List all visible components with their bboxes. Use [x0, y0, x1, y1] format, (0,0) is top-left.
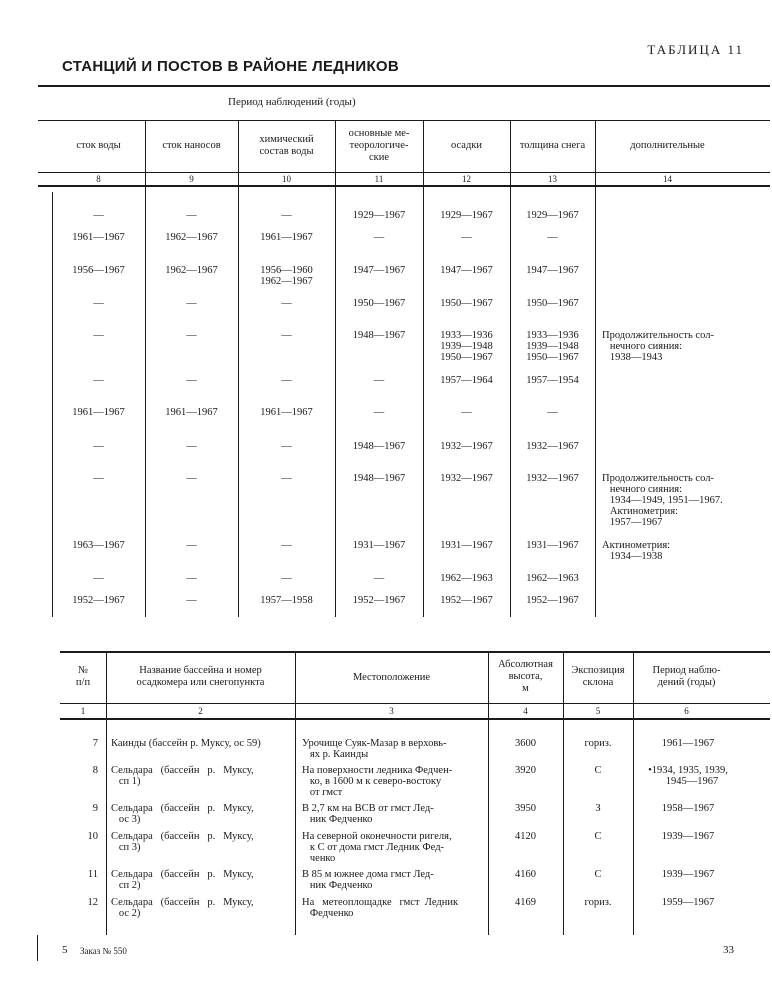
table2-name: Сельдара (бассейн р. Муксу, ос 2) [111, 897, 254, 919]
table2-location: В 2,7 км на ВСВ от гмст Лед- ник Федченко [302, 803, 434, 825]
table1-cell: — [281, 330, 292, 341]
table2-header-2: Название бассейна и номер осадкомера или снегопункта [136, 665, 265, 688]
table2-altitude: 3950 [515, 803, 536, 814]
table1-cell: 1961—1967 [260, 232, 313, 243]
table1-cell: 1962—1967 [165, 232, 218, 243]
page-title: СТАНЦИЙ И ПОСТОВ В РАЙОНЕ ЛЕДНИКОВ [62, 58, 399, 75]
table2-altitude: 3600 [515, 738, 536, 749]
table2-location: Урочище Суяк-Мазар в верховь- ях р. Каинды [302, 738, 447, 760]
table2-period: 1959—1967 [661, 897, 715, 908]
table2-number: 9 [92, 803, 98, 814]
table1-cell: — [373, 375, 385, 386]
table1-number-rule [38, 185, 770, 187]
table1-colnum-12: 12 [462, 174, 471, 184]
table2-header-5: Экспозиция склона [571, 665, 625, 688]
table1-cell: 1950—1967 [352, 298, 406, 309]
table1-cell: — [281, 573, 292, 584]
table1-cell: 1947—1967 [526, 265, 579, 276]
table1-cell: 1947—1967 [352, 265, 406, 276]
table1-colnum-10: 10 [282, 174, 291, 184]
table1-cell: 1952—1967 [352, 595, 406, 606]
table1-header-9: сток наносов [162, 140, 221, 151]
table1-cell: — [281, 210, 292, 221]
table2-exposure: С [594, 765, 602, 776]
table1-cell: — [461, 407, 472, 418]
table2-number: 8 [92, 765, 98, 776]
table1-note: Продолжительность сол- нечного сияния: 1934—1949, 1951—1967. Актинометрия: 1957—1967 [602, 473, 723, 528]
table1-cell: — [547, 407, 558, 418]
table2-header-6: Период наблю- дений (годы) [652, 665, 721, 688]
table1-cell: — [281, 473, 292, 484]
table1-cell: — [547, 232, 558, 243]
table1-cell: 1957—1958 [260, 595, 313, 606]
table1-cell: 1963—1967 [72, 540, 125, 551]
table1-top-rule [38, 120, 770, 121]
table1-colnum-9: 9 [189, 174, 194, 184]
table2-period: 1958—1967 [661, 803, 715, 814]
table2-exposure: гориз. [584, 738, 612, 749]
table2-number-rule [60, 718, 770, 720]
table1-cell: 1961—1967 [165, 407, 218, 418]
table2-exposure: гориз. [584, 897, 612, 908]
table2-exposure: З [595, 803, 601, 814]
page-number: 33 [723, 944, 734, 956]
table1-cell: 1931—1967 [440, 540, 493, 551]
table2-colnum-1: 1 [80, 706, 86, 716]
table2-column-divider [295, 651, 296, 935]
table1-cell: — [461, 232, 472, 243]
table1-cell: 1952—1967 [526, 595, 579, 606]
table2-period: 1939—1967 [661, 831, 715, 842]
table2-exposure: С [594, 869, 602, 880]
table2-name: Каинды (бассейн р. Муксу, ос 59) [111, 738, 261, 749]
table1-cell: — [281, 441, 292, 452]
table2-column-divider [563, 651, 564, 935]
table1-cell: — [186, 473, 197, 484]
table1-cell: 1962—1963 [440, 573, 493, 584]
margin-mark [37, 935, 38, 961]
table1-header-rule [38, 172, 770, 173]
table1-cell: 1932—1967 [440, 441, 493, 452]
table2-location: На метеоплощадке гмст Ледник Федченко [302, 897, 459, 919]
table2-header-4: Абсолютная высота, м [498, 658, 553, 694]
table1-cell: 1929—1967 [526, 210, 579, 221]
table1-cell: 1962—1963 [526, 573, 579, 584]
table1-cell: 1948—1967 [352, 330, 406, 341]
table1-cell: 1952—1967 [440, 595, 493, 606]
table1-cell: — [93, 375, 104, 386]
table1-cell: 1931—1967 [352, 540, 406, 551]
table1-left-divider [52, 192, 53, 617]
footer-order: Заказ № 550 [80, 946, 127, 956]
table1-cell: 1948—1967 [352, 473, 406, 484]
table1-colnum-13: 13 [548, 174, 557, 184]
table1-cell: — [93, 330, 104, 341]
table1-cell: 1948—1967 [352, 441, 406, 452]
table2-colnum-5: 5 [595, 706, 601, 716]
table2-number: 11 [87, 869, 98, 880]
table1-cell: — [186, 540, 197, 551]
table-label: ТАБЛИЦА 11 [647, 42, 744, 57]
table1-cell: 1929—1967 [352, 210, 406, 221]
table2-header-3: Местоположение [352, 671, 431, 683]
table2-column-divider [106, 651, 107, 935]
table2-exposure: С [594, 831, 602, 842]
table2-location: На северной оконечности ригеля, к С от дома гмст Ледник Фед- ченко [302, 831, 452, 864]
table1-cell: — [93, 573, 104, 584]
table1-cell: 1933—1936 1939—1948 1950—1967 [440, 330, 493, 363]
table1-header-12: осадки [450, 140, 483, 151]
table1-header-13: толщина снега [519, 140, 586, 151]
table1-cell: — [93, 441, 104, 452]
table1-cell: — [373, 573, 385, 584]
table2-header-1: № п/п [75, 665, 91, 688]
table1-cell: — [281, 375, 292, 386]
table1-cell: 1961—1967 [260, 407, 313, 418]
table1-cell: — [186, 298, 197, 309]
table2-name: Сельдара (бассейн р. Муксу, ос 3) [111, 803, 254, 825]
table1-cell: — [93, 298, 104, 309]
table2-colnum-3: 3 [389, 706, 394, 716]
table2-altitude: 4120 [515, 831, 536, 842]
table2-name: Сельдара (бассейн р. Муксу, сп 2) [111, 869, 254, 891]
table1-cell: — [373, 407, 385, 418]
table1-cell: 1961—1967 [72, 232, 125, 243]
table1-header-10: химический состав воды [259, 134, 314, 157]
title-rule [38, 85, 770, 87]
table1-cell: 1947—1967 [440, 265, 493, 276]
table1-colnum-11: 11 [374, 174, 384, 184]
table1-cell: — [93, 210, 104, 221]
table2-column-divider [633, 651, 634, 935]
table2-colnum-2: 2 [198, 706, 203, 716]
table2-period: 1961—1967 [661, 738, 715, 749]
table2-altitude: 4160 [515, 869, 536, 880]
table1-cell: — [186, 595, 197, 606]
table1-cell: 1933—1936 1939—1948 1950—1967 [526, 330, 579, 363]
table1-cell: 1956—1960 1962—1967 [260, 265, 313, 287]
table2-location: В 85 м южнее дома гмст Лед- ник Федченко [302, 869, 434, 891]
table1-cell: — [93, 473, 104, 484]
table1-cell: 1956—1967 [72, 265, 125, 276]
table1-cell: 1950—1967 [440, 298, 493, 309]
table1-column-divider [595, 120, 596, 617]
footer-left-num: 5 [62, 944, 68, 956]
table2-top-rule [60, 651, 770, 653]
table1-header-11: основные ме- теорологиче- ские [348, 128, 410, 163]
period-label: Период наблюдений (годы) [228, 96, 356, 108]
table1-cell: — [281, 540, 292, 551]
table2-number: 10 [87, 831, 98, 842]
table1-cell: — [186, 573, 197, 584]
table1-cell: 1932—1967 [526, 473, 579, 484]
table2-colnum-6: 6 [684, 706, 689, 716]
table1-cell: — [186, 441, 197, 452]
table1-colnum-8: 8 [96, 174, 101, 184]
table2-period: •1934, 1935, 1939, 1945—1967 [648, 765, 728, 787]
table1-header-14: дополнительные [630, 140, 705, 151]
table2-number: 7 [92, 738, 98, 749]
table1-cell: 1961—1967 [72, 407, 125, 418]
table1-cell: 1957—1954 [526, 375, 579, 386]
table2-location: На поверхности ледника Федчен- ко, в 1600 м к северо-востоку от гмст [302, 765, 453, 798]
table1-cell: 1932—1967 [526, 441, 579, 452]
table1-note: Продолжительность сол- нечного сияния: 1938—1943 [602, 330, 714, 363]
table1-cell: — [186, 375, 197, 386]
table2-period: 1939—1967 [661, 869, 715, 880]
table1-cell: 1950—1967 [526, 298, 579, 309]
table1-colnum-14: 14 [663, 174, 672, 184]
table1-cell: 1957—1964 [440, 375, 493, 386]
table1-cell: 1931—1967 [526, 540, 579, 551]
table1-cell: — [281, 298, 292, 309]
table1-cell: — [373, 232, 385, 243]
table2-altitude: 3920 [515, 765, 536, 776]
table2-name: Сельдара (бассейн р. Муксу, сп 1) [111, 765, 254, 787]
table2-header-rule [60, 703, 770, 704]
table1-cell: 1952—1967 [72, 595, 125, 606]
table1-header-8: сток воды [76, 140, 121, 151]
table1-cell: 1962—1967 [165, 265, 218, 276]
table1-cell: — [186, 330, 197, 341]
table1-cell: 1932—1967 [440, 473, 493, 484]
table2-colnum-4: 4 [523, 706, 528, 716]
table2-name: Сельдара (бассейн р. Муксу, сп 3) [111, 831, 254, 853]
table1-cell: — [186, 210, 197, 221]
table2-altitude: 4169 [515, 897, 536, 908]
table2-number: 12 [87, 897, 98, 908]
table1-note: Актинометрия: 1934—1938 [602, 540, 671, 562]
table1-cell: 1929—1967 [440, 210, 493, 221]
